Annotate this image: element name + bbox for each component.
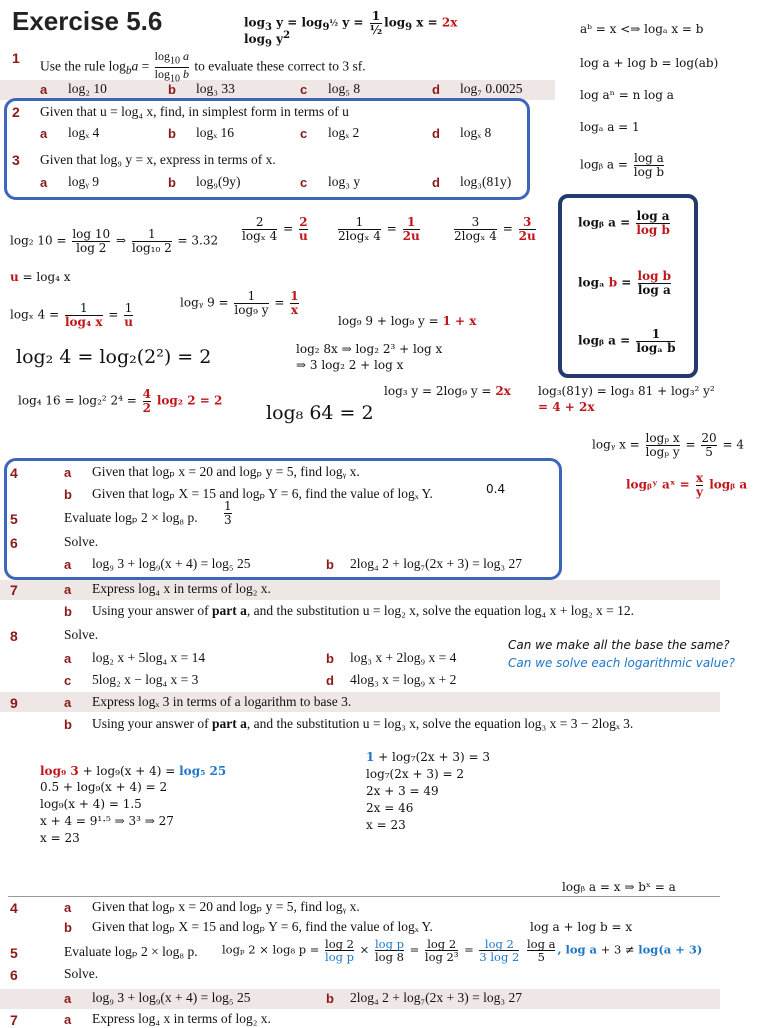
working-big-2: log₈ 64 = 2 [266, 402, 374, 424]
part-label: a [40, 175, 48, 190]
part-label: d [432, 126, 440, 141]
part-label: d [432, 175, 440, 190]
log-rule: logₐ a = 1 [580, 120, 640, 134]
working-q3a: logᵧ 9 = $\frac{1}{\text{log₉ y}}$ = $\frac{1}{x}$ [180, 289, 299, 317]
solution-6a-line: x = 23 [40, 831, 80, 845]
question-4a-text: Given that logₚ x = 20 and logₚ y = 5, find logᵧ x. [92, 899, 360, 914]
part-label: c [300, 82, 308, 97]
part-label: b [168, 126, 176, 141]
question-8b-text: log₃ x + 2log₉ x = 4 [350, 650, 457, 665]
question-number: 5 [10, 511, 18, 527]
question-7a-text: Express log₄ x in terms of log₂ x. [92, 581, 271, 596]
part-label: a [40, 82, 48, 97]
question-number: 5 [10, 945, 18, 961]
working-q2c: $\frac{1}{\text{2logₓ 4}}$ = $\frac{1}{2u}$ [338, 215, 420, 243]
working-q3d: log₃(81y) = log₃ 81 + log₃² y² [538, 384, 715, 398]
working-big-1: log₂ 4 = log₂(2²) = 2 [16, 346, 212, 368]
part-label: b [168, 175, 176, 190]
question-number: 4 [10, 465, 18, 481]
question-number: 4 [10, 900, 18, 916]
part-label: a [64, 900, 72, 915]
question-number: 9 [10, 695, 18, 711]
part-text: log₉(9y) [196, 174, 241, 189]
part-text: logₓ 8 [460, 125, 492, 140]
question-number: 6 [10, 535, 18, 551]
question-4b-text: Given that logₚ X = 15 and logₚ Y = 6, find the value of logₓ Y. [92, 486, 433, 501]
change-of-base-rule: logᵦ a = $\frac{1}{\text{logₐ b}}$ [578, 327, 676, 355]
log-rule: log a + log b = x [530, 920, 633, 934]
question-9b-text: Using your answer of part a, and the substitution u = log₃ x, solve the equation log₃ x = 3 − 2logₓ 3. [92, 716, 634, 731]
working-log2-8x: log₂ 8x ⇒ log₂ 2³ + log x [296, 342, 443, 356]
solution-6b-line: 2x + 3 = 49 [366, 784, 439, 798]
working-q1a: log₂ 10 = $\frac{\log 10}{\log 2}$ ⇒ $\frac{1}{\text{log₁₀ 2}}$ = 3.32 [10, 227, 219, 255]
question-6a-text: log₉ 3 + log₉(x + 4) = log₅ 25 [92, 990, 251, 1005]
question-1-text: Use the rule $\log_ba$ = $\frac{\log_{10} a}{\log_{10} b}$ to evaluate these correct to 3 sf. [40, 49, 366, 85]
log-rule: log a + log b = log(ab) [580, 56, 719, 70]
question-3-text: Given that log₉ y = x, express in terms of x. [40, 152, 276, 167]
question-5-text: Evaluate logₚ 2 × log₈ p. [64, 944, 198, 959]
part-text: log₃(81y) [460, 174, 512, 189]
part-label: a [40, 126, 48, 141]
part-label: b [326, 557, 334, 572]
log-rule: log aⁿ = n log a [580, 88, 674, 102]
part-text: log₃ 33 [196, 81, 235, 96]
working-q2a: $\frac{2}{\text{logₓ 4}}$ = $\frac{2}{u}$ [242, 215, 308, 243]
question-8c-text: 5log₂ x − log₄ x = 3 [92, 672, 199, 687]
working-q2a-detail: logₓ 4 = $\frac{1}{\text{log₄ x}}$ = $\frac{1}{u}$ [10, 301, 133, 329]
question-8a-text: log₂ x + 5log₄ x = 14 [92, 650, 206, 665]
part-label: b [326, 991, 334, 1006]
part-label: b [64, 920, 72, 935]
question-number: 3 [12, 152, 20, 168]
part-label: c [300, 175, 308, 190]
divider [8, 896, 720, 897]
question-6-text: Solve. [64, 966, 99, 981]
question-5-text: Evaluate logₚ 2 × log₈ p. [64, 510, 198, 525]
part-text: log₇ 0.0025 [460, 81, 523, 96]
working-q3c: log₃ y = 2log₉ y = 2x [384, 384, 511, 398]
working-q4a: logᵧ x = $\frac{\text{logₚ x}}{\text{logₚ y}}$ = $\frac{20}{5}$ = 4 [592, 431, 745, 459]
solution-6b-line: 2x = 46 [366, 801, 414, 815]
answer-5: $\frac{1}{3}$ [224, 499, 232, 527]
part-label: a [64, 465, 72, 480]
working-log4-16: log₄ 16 = log₂² 2⁴ = $\frac{4}{2}$ log₂ 2 = 2 [18, 387, 223, 415]
log-rule: logᵦ a = x ⇒ bˣ = a [562, 880, 676, 894]
answer-4b: 0.4 [486, 482, 506, 496]
teacher-note: Can we make all the base the same? [508, 638, 730, 652]
part-label: a [64, 695, 72, 710]
working-q3d-result: = 4 + 2x [538, 400, 595, 414]
part-text: log₃ y [328, 174, 361, 189]
working-power-rule: logᵦʸ aˣ = $\frac{x}{y}$ logᵦ a [626, 471, 748, 499]
question-6b-text: 2log₄ 2 + log₇(2x + 3) = log₃ 27 [350, 556, 522, 571]
part-label: a [64, 651, 72, 666]
question-4a-text: Given that logₚ x = 20 and logₚ y = 5, find logᵧ x. [92, 464, 360, 479]
solution-6b-line: x = 23 [366, 818, 406, 832]
change-of-base-rule: logᵦ a = $\frac{\text{log a}}{\text{log b}}$ [578, 209, 670, 237]
question-number: 8 [10, 628, 18, 644]
question-number: 6 [10, 967, 18, 983]
part-label: b [326, 651, 334, 666]
solution-6a-line: x + 4 = 9¹·⁵ ⇒ 3³ ⇒ 27 [40, 814, 174, 828]
question-9a-text: Express logₓ 3 in terms of a logarithm to base 3. [92, 694, 352, 709]
working-q3b: log₉ 9 + log₉ y = 1 + x [338, 314, 477, 328]
question-number: 7 [10, 1012, 18, 1028]
part-label: b [168, 82, 176, 97]
question-8d-text: 4log₃ x = log₉ x + 2 [350, 672, 457, 687]
teacher-note: Can we solve each logarithmic value? [508, 656, 735, 670]
working-q5: logₚ 2 × log₈ p = $\frac{\log 2}{\text{log p}}$ × $\frac{\text{log p}}{\log 8}$ = $\frac{\log 2}{\text{log 2³}}$ = $\frac{\log 2}{3 \log 2}$ $\frac{\text{log a}}{5}$ , log a + 3 ≠ log(a + 3) [222, 937, 703, 965]
question-number: 2 [12, 104, 20, 120]
part-text: logₓ 2 [328, 125, 360, 140]
log-rule: aᵇ = x <⇒ logₐ x = b [580, 22, 704, 36]
part-label: d [326, 673, 334, 688]
u-definition: u = log₄ x [10, 270, 71, 284]
exercise-title: Exercise 5.6 [12, 6, 163, 36]
part-label: c [300, 126, 308, 141]
question-6-text: Solve. [64, 534, 99, 549]
part-text: log₂ 10 [68, 81, 107, 96]
working-log2-8x-2: ⇒ 3 log₂ 2 + log x [296, 358, 404, 372]
part-label: a [64, 582, 72, 597]
heading-working: $\log_3 y = \log_{9^{\frac{1}{2}}} y$ = $\frac{1}{\text{½}}$ $\log_9 x = 2x$ [244, 9, 458, 37]
working-q2d: $\frac{3}{\text{2logₓ 4}}$ = $\frac{3}{2u}$ [454, 215, 536, 243]
solution-6a-line: log₉ 3 + log₉(x + 4) = log₅ 25 [40, 764, 227, 778]
question-number: 1 [12, 50, 20, 66]
question-7a-text: Express log₄ x in terms of log₂ x. [92, 1011, 271, 1026]
part-text: log₅ 8 [328, 81, 361, 96]
question-4b-text: Given that logₚ X = 15 and logₚ Y = 6, find the value of logₓ Y. [92, 919, 433, 934]
part-label: d [432, 82, 440, 97]
solution-6b-line: log₇(2x + 3) = 2 [366, 767, 464, 781]
part-label: c [64, 673, 72, 688]
log-rule: logᵦ a = $\frac{\text{log a}}{\text{log b}}$ [580, 151, 665, 179]
question-6b-text: 2log₄ 2 + log₇(2x + 3) = log₃ 27 [350, 990, 522, 1005]
question-number: 7 [10, 582, 18, 598]
change-of-base-rule: logₐ b = $\frac{\text{log b}}{\text{log a}}$ [578, 269, 672, 297]
part-text: logₓ 4 [68, 125, 100, 140]
part-text: logₓ 16 [196, 125, 235, 140]
solution-6a-line: 0.5 + log₉(x + 4) = 2 [40, 780, 168, 794]
heading-working-2: $\log_9 y^2$ [244, 30, 291, 50]
part-label: a [64, 1012, 72, 1027]
solution-6a-line: log₉(x + 4) = 1.5 [40, 797, 142, 811]
part-label: a [64, 991, 72, 1006]
question-6a-text: log₉ 3 + log₉(x + 4) = log₅ 25 [92, 556, 251, 571]
question-7b-text: Using your answer of part a, and the substitution u = log₂ x, solve the equation log₄ x + log₂ x = 12. [92, 603, 635, 618]
part-label: b [64, 604, 72, 619]
solution-6b-line: 1 + log₇(2x + 3) = 3 [366, 750, 490, 764]
part-text: logᵧ 9 [68, 174, 99, 189]
part-label: a [64, 557, 72, 572]
question-2-text: Given that u = log₄ x, find, in simplest form in terms of u [40, 104, 349, 119]
question-8-text: Solve. [64, 627, 99, 642]
part-label: b [64, 487, 72, 502]
part-label: b [64, 717, 72, 732]
